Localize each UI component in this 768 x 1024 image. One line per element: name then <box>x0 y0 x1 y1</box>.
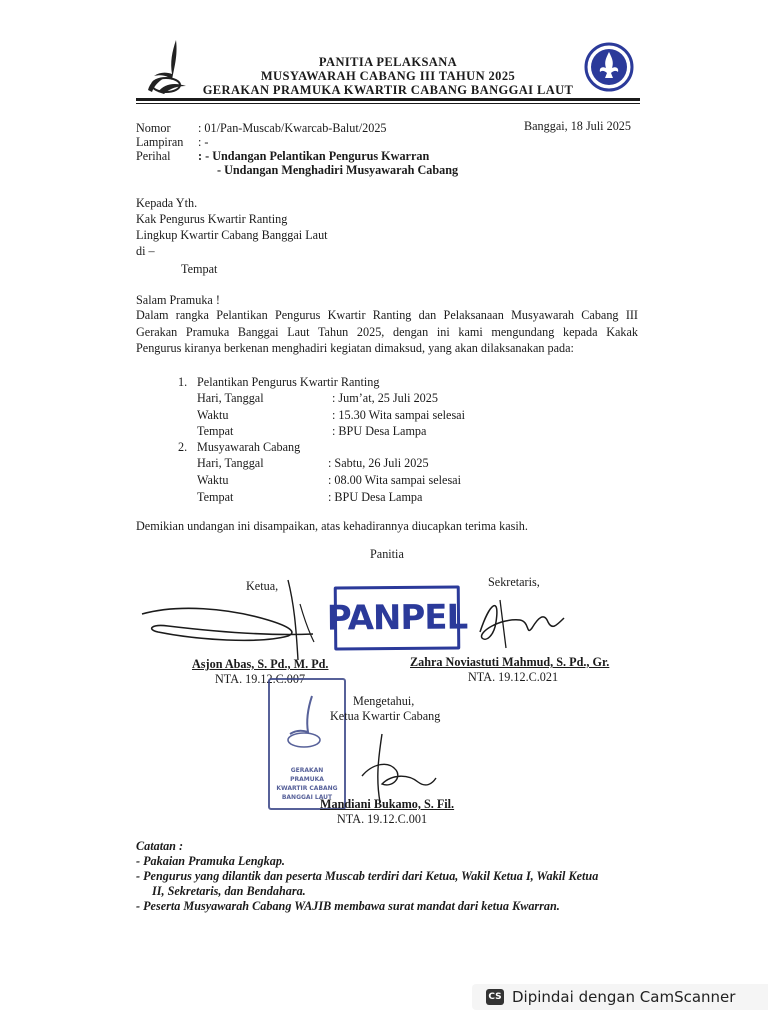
event-1-hari-label: Hari, Tanggal <box>197 391 264 405</box>
letterhead-rule-thick <box>136 98 640 101</box>
recipient-line-4: di – <box>136 244 155 258</box>
mengetahui-label: Mengetahui, <box>353 694 415 708</box>
event-1-tempat-value: : BPU Desa Lampa <box>332 424 427 438</box>
sekretaris-role: Sekretaris, <box>488 575 540 589</box>
ketua-kwarcab-name: Mandiani Bukamo, S. Fil. <box>320 797 455 811</box>
recipient-line-2: Kak Pengurus Kwartir Ranting <box>136 212 288 226</box>
event-1-waktu-value: : 15.30 Wita sampai selesai <box>332 408 465 422</box>
body-line-1: Dalam rangka Pelantikan Pengurus Kwartir Ranting dan Pelaksanaan Musyawarah Cabang III <box>136 308 638 322</box>
event-2-hari-label: Hari, Tanggal <box>197 456 264 470</box>
camscanner-logo-icon: CS <box>486 989 504 1005</box>
note-item-3: - Peserta Musyawarah Cabang WAJIB membawa surat mandat dari ketua Kwarran. <box>136 899 560 913</box>
kwarcab-stamp-text-2: KWARTIR CABANG <box>276 785 338 792</box>
letterhead-rule-thin <box>136 103 640 104</box>
body-line-3: Pengurus kiranya berkenan menghadiri kegiatan dimaksud, yang akan dilaksanakan pada: <box>136 341 574 355</box>
event-1-title: Pelantikan Pengurus Kwartir Ranting <box>197 375 380 389</box>
letterhead-line-2: MUSYAWARAH CABANG III TAHUN 2025 <box>260 69 516 83</box>
event-2-hari-value: : Sabtu, 26 Juli 2025 <box>328 456 429 470</box>
ketua-nta: NTA. 19.12.C.007 <box>215 672 306 686</box>
note-item-2-line-1: - Pengurus yang dilantik dan peserta Muscab terdiri dari Ketua, Wakil Ketua I, Wakil Ketua <box>136 869 599 883</box>
event-2-tempat-value: : BPU Desa Lampa <box>328 490 423 504</box>
ketua-role: Ketua, <box>246 579 279 593</box>
recipient-line-1: Kepada Yth. <box>136 196 198 210</box>
greeting: Salam Pramuka ! <box>136 293 220 307</box>
event-2-waktu-value: : 08.00 Wita sampai selesai <box>328 473 461 487</box>
event-2-tempat-label: Tempat <box>197 490 234 504</box>
scout-emblem-icon <box>584 42 634 92</box>
letterhead-line-1: PANITIA PELAKSANA <box>318 55 458 69</box>
closing-sentence: Demikian undangan ini disampaikan, atas kehadirannya diucapkan terima kasih. <box>136 519 528 533</box>
panpel-stamp <box>326 585 468 650</box>
event-2-num: 2. <box>178 440 188 454</box>
event-1-num: 1. <box>178 375 188 389</box>
note-item-2-line-2: II, Sekretaris, dan Bendahara. <box>152 884 306 898</box>
perihal-label: Perihal <box>136 149 171 163</box>
lampiran-label: Lampiran <box>136 135 184 149</box>
event-1-tempat-label: Tempat <box>197 424 234 438</box>
ketua-kwarcab-nta: NTA. 19.12.C.001 <box>337 812 428 826</box>
panpel-stamp-text: PANPEL <box>326 597 468 639</box>
recipient-line-5: Tempat <box>181 262 218 276</box>
nomor-label: Nomor <box>136 121 171 135</box>
nomor-value: : 01/Pan-Muscab/Kwarcab-Balut/2025 <box>198 121 387 135</box>
letter-date: Banggai, 18 Juli 2025 <box>524 119 631 133</box>
sekretaris-name: Zahra Noviastuti Mahmud, S. Pd., Gr. <box>410 655 610 669</box>
perihal-value-2: - Undangan Menghadiri Musyawarah Cabang <box>217 163 459 177</box>
kwarcab-stamp-text-1: GERAKAN PRAMUKA <box>290 767 324 783</box>
event-1-hari-value: : Jum’at, 25 Juli 2025 <box>332 391 438 405</box>
note-item-1: - Pakaian Pramuka Lengkap. <box>136 854 285 868</box>
perihal-value-1: : - Undangan Pelantikan Pengurus Kwarran <box>198 149 430 163</box>
lampiran-value: : - <box>198 135 209 149</box>
letterhead-line-3: GERAKAN PRAMUKA KWARTIR CABANG BANGGAI LAUT <box>202 83 574 97</box>
event-2-waktu-label: Waktu <box>197 473 229 487</box>
recipient-line-3: Lingkup Kwartir Cabang Banggai Laut <box>136 228 328 242</box>
ketua-signature-icon <box>138 574 338 664</box>
event-1-waktu-label: Waktu <box>197 408 229 422</box>
kwarcab-stamp-text-3: BANGGAI LAUT <box>281 794 333 801</box>
ketua-kwarcab-role: Ketua Kwartir Cabang <box>330 709 441 723</box>
body-line-2: Gerakan Pramuka Banggai Laut Tahun 2025, dengan ini kami mengundang kepada Kakak <box>136 325 638 339</box>
notes-title: Catatan : <box>136 839 184 853</box>
event-2-title: Musyawarah Cabang <box>197 440 301 454</box>
sekretaris-signature-icon <box>460 592 580 654</box>
camscanner-label: Dipindai dengan CamScanner <box>512 988 736 1006</box>
kwarcab-stamp <box>268 678 346 810</box>
panitia-label: Panitia <box>370 547 404 561</box>
ketua-name: Asjon Abas, S. Pd., M. Pd. <box>192 657 329 671</box>
camscanner-badge <box>472 984 768 1010</box>
sekretaris-nta: NTA. 19.12.C.021 <box>468 670 559 684</box>
